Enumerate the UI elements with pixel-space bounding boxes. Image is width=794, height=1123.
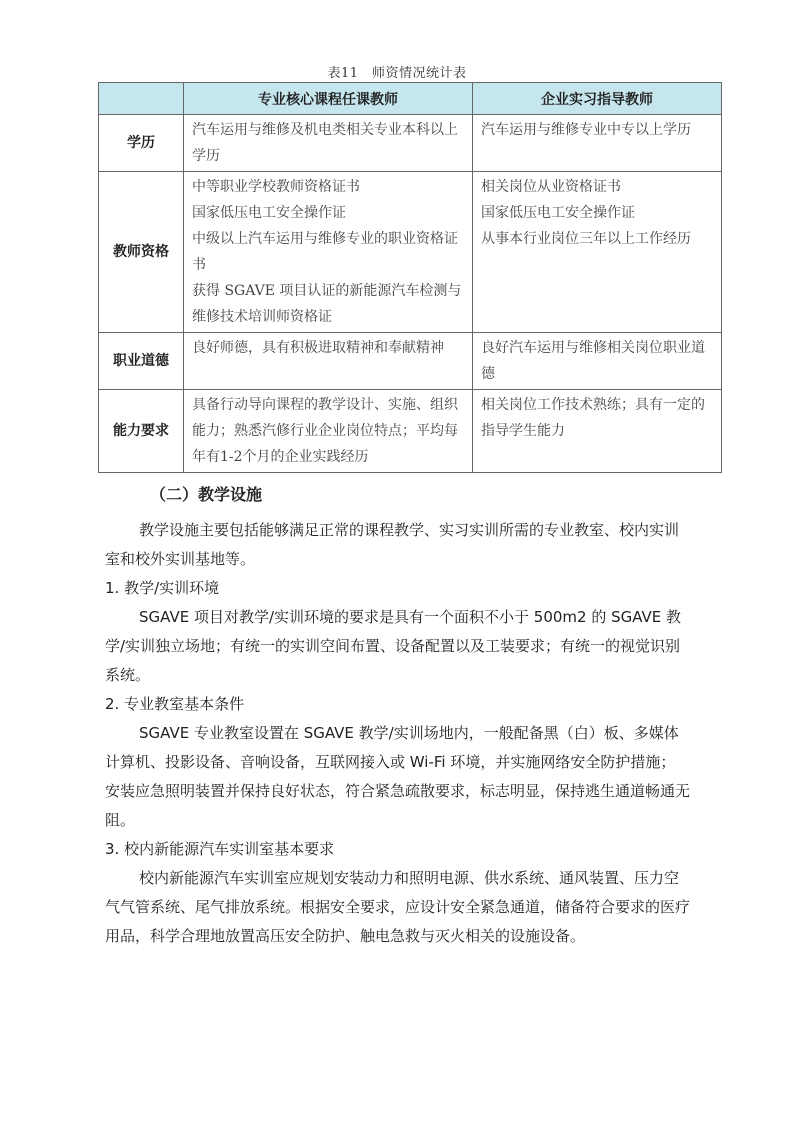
table-cell bbox=[473, 172, 722, 333]
faculty-statistics-table bbox=[98, 82, 722, 473]
cell-text: 汽车运用与维修及机电类相关专业本科以上学历 bbox=[192, 122, 458, 164]
table-header-core-teachers: 专业核心课程任课教师 bbox=[184, 83, 473, 115]
table-cell bbox=[184, 333, 473, 390]
section-title: （二）教学设施 bbox=[150, 485, 263, 504]
cell-text: 良好师德，具有积极进取精神和奉献精神 bbox=[192, 340, 444, 356]
cell-text: 国家低压电工安全操作证 bbox=[481, 205, 635, 221]
cell-text: 中等职业学校教师资格证书 bbox=[192, 179, 360, 195]
cell-text: 中级以上汽车运用与维修专业的职业资格证书 bbox=[192, 231, 458, 273]
subsection-paragraph: 校内新能源汽车实训室应规划安装动力和照明电源、供水系统、通风装置、压力空气气管系统、尾气排放系统。根据安全要求，应设计安全紧急通道，储备符合要求的医疗用品，科学合理地放置高压安全防护、触电急救与灭火相关的设施设备。 bbox=[105, 869, 691, 945]
cell-text: 相关岗位从业资格证书 bbox=[481, 179, 621, 195]
table-caption: 表11 师资情况统计表 bbox=[327, 66, 467, 81]
table-cell bbox=[473, 333, 722, 390]
cell-text: 获得 SGAVE 项目认证的新能源汽车检测与维修技术培训师资格证 bbox=[192, 283, 462, 325]
subsection-heading: 1. 教学/实训环境 bbox=[105, 579, 220, 597]
row-label-education: 学历 bbox=[99, 115, 184, 172]
subsection-paragraph: SGAVE 项目对教学/实训环境的要求是具有一个面积不小于 500m2 的 SGAVE 教学/实训独立场地；有统一的实训空间布置、设备配置以及工装要求；有统一的视觉识别系统。 bbox=[105, 608, 682, 684]
table-header-row bbox=[99, 83, 722, 115]
cell-text: 汽车运用与维修专业中专以上学历 bbox=[481, 122, 691, 138]
cell-text: 具备行动导向课程的教学设计、实施、组织能力；熟悉汽修行业企业岗位特点；平均每年有1-2个月的企业实践经历 bbox=[192, 397, 458, 465]
table-cell bbox=[473, 390, 722, 473]
subsection-heading: 2. 专业教室基本条件 bbox=[105, 695, 245, 713]
table-cell bbox=[473, 115, 722, 172]
table-row bbox=[99, 115, 722, 172]
table-header-enterprise-mentors: 企业实习指导教师 bbox=[473, 83, 722, 115]
cell-text: 国家低压电工安全操作证 bbox=[192, 205, 346, 221]
body-text bbox=[105, 516, 690, 951]
subsection-paragraph: SGAVE 专业教室设置在 SGAVE 教学/实训场地内，一般配备黑（白）板、多媒体计算机、投影设备、音响设备，互联网接入或 Wi-Fi 环境，并实施网络安全防护措施；安装应急照明装置并保持良好状态，符合紧急疏散要求，标志明显，保持逃生通道畅通无阻。 bbox=[105, 724, 691, 829]
table-header-empty bbox=[99, 83, 184, 115]
cell-text: 良好汽车运用与维修相关岗位职业道德 bbox=[481, 340, 705, 382]
row-label-ability: 能力要求 bbox=[99, 390, 184, 473]
table-row bbox=[99, 390, 722, 473]
table-cell bbox=[184, 115, 473, 172]
table-cell bbox=[184, 172, 473, 333]
intro-paragraph: 教学设施主要包括能够满足正常的课程教学、实习实训所需的专业教室、校内实训室和校外实训基地等。 bbox=[105, 521, 680, 568]
row-label-ethics: 职业道德 bbox=[99, 333, 184, 390]
subsection-heading: 3. 校内新能源汽车实训室基本要求 bbox=[105, 840, 335, 858]
cell-text: 从事本行业岗位三年以上工作经历 bbox=[481, 231, 691, 247]
cell-text: 相关岗位工作技术熟练；具有一定的指导学生能力 bbox=[481, 397, 705, 439]
table-row bbox=[99, 333, 722, 390]
table-cell bbox=[184, 390, 473, 473]
table-row bbox=[99, 172, 722, 333]
row-label-qualification: 教师资格 bbox=[99, 172, 184, 333]
